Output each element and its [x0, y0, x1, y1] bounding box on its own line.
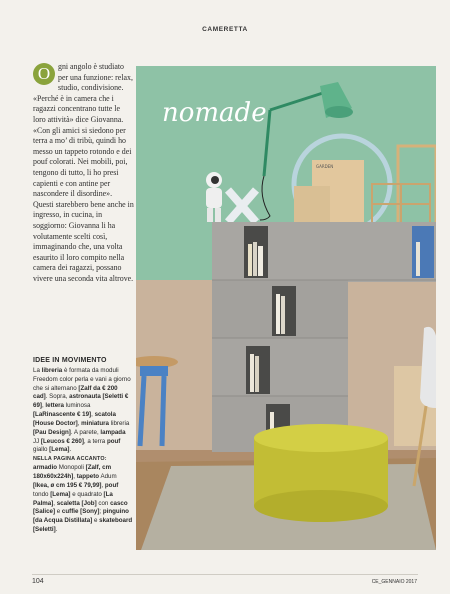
drop-cap: O	[33, 63, 55, 85]
yellow-pouf	[254, 424, 388, 522]
page-number: 104	[32, 578, 44, 585]
intro-text	[33, 62, 134, 284]
room-illustration	[136, 66, 436, 550]
photo	[136, 66, 436, 550]
neon-sign: nomade	[162, 98, 267, 128]
section-header: CAMERETTA	[202, 26, 248, 33]
caption-subhead: NELLA PAGINA ACCANTO:	[33, 456, 107, 463]
caption-title: IDEE IN MOVIMENTO	[33, 357, 107, 364]
footer-rule	[32, 574, 418, 575]
box-label: GARDEN	[316, 164, 334, 169]
issue-label: CE_GENNAIO 2017	[371, 579, 417, 585]
intro-body: gni angolo è studiato per una funzione: relax, studio, condivisione. «Perché è in camera che i ragazzi concentrano tutte le loro attività» dice Giovanna. «Con gli amici si siedono per terra a mo’ di tribù, quindi ho messo un tappeto rotondo e dei pouf colorati. Nei mobili, poi, tengono di tutto, li ho presi capienti e con antine per nascondere il disordine». Questi starebbero bene anche in ingresso, in cucina, in soggiorno: Giovanna li ha volutamente scelti così, immaginando che, una volta esaurito il loro compito nella camera dei ragazzi, possano vivere una seconda vita altrove.	[33, 62, 134, 283]
caption: IDEE IN MOVIMENTO La libreria è formata da moduli Freedom color perla e vani a giorno che si alternano [Zalf da € 200 cad]. Sopra, astronauta [Seletti € 69], lettera luminosa [LaRinascente € 19], scatola [House Doctor], miniatura libreria [Pau Design]. A parete, lampada JJ [Leucos € 260], a terra pouf giallo [Lema]. NELLA PAGINA ACCANTO: armadio Monopoli [Zalf, cm 180x60x224h], tappeto Adum [Ikea, ø cm 195 € 79,99], pouf tondo [Lema] e quadrato [La Palma], scaletta [Job] con casco [Salice] e cuffie [Sony]; pinguino [da Acqua Distillata] e skateboard [Seletti].	[33, 357, 133, 534]
